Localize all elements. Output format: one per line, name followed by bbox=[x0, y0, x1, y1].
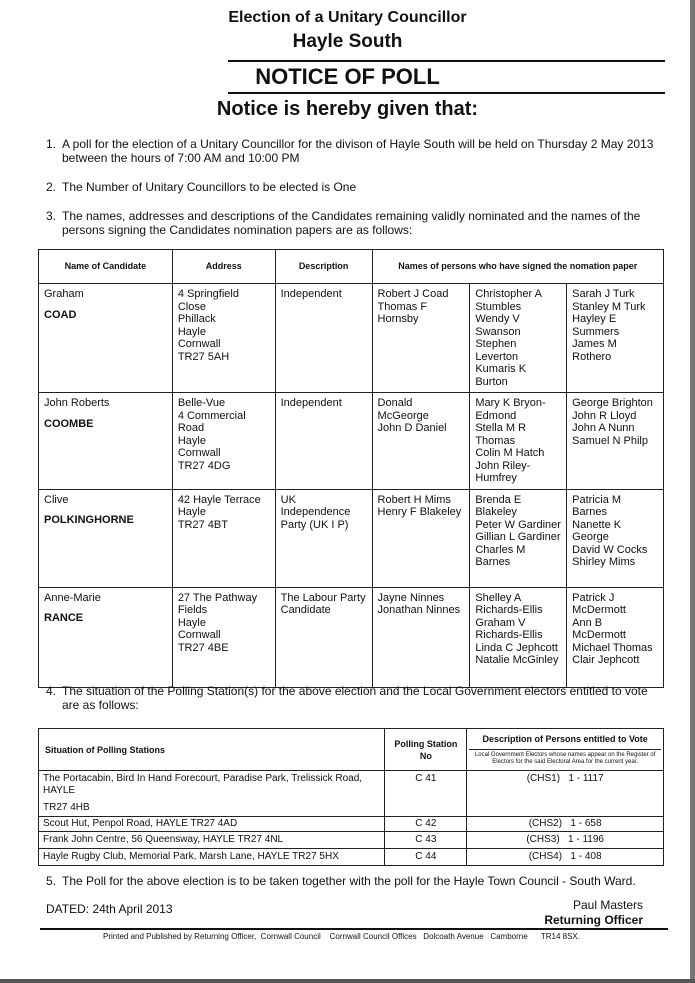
candidate-name: Clive POLKINGHORNE bbox=[39, 489, 173, 587]
header-description: Description bbox=[275, 250, 372, 284]
station-electors: (CHS4) 1 - 408 bbox=[467, 849, 664, 866]
page-edge bbox=[0, 979, 695, 983]
item-4: 4. The situation of the Polling Station(s) for the above election and the Local Government electors entitled to vote are as follows: bbox=[46, 684, 648, 712]
polling-row bbox=[39, 832, 664, 849]
item-2: 2. The Number of Unitary Councillors to be elected is One bbox=[46, 180, 357, 194]
page-edge bbox=[690, 0, 695, 983]
divider bbox=[40, 928, 668, 930]
signers: Robert J Coad Thomas F Hornsby bbox=[372, 284, 470, 393]
notice-title: NOTICE OF POLL bbox=[255, 64, 440, 89]
polling-row bbox=[39, 849, 664, 866]
election-title: Election of a Unitary Councillor bbox=[228, 9, 467, 26]
signers: Sarah J Turk Stanley M Turk Hayley E Summers James M Rothero bbox=[567, 284, 664, 393]
station-number: C 43 bbox=[385, 832, 467, 849]
candidate-name: Anne-Marie RANCE bbox=[39, 587, 173, 687]
station-number: C 42 bbox=[385, 817, 467, 832]
officer-title: Returning Officer bbox=[544, 913, 643, 927]
candidate-row bbox=[39, 587, 664, 687]
item-3: 3. The names, addresses and descriptions of the Candidates remaining validly nominated and the names of the persons signing the Candidates nomination papers are as follows: bbox=[46, 209, 641, 237]
signers: George Brighton John R Lloyd John A Nunn Samuel N Philp bbox=[567, 393, 664, 490]
header-name: Name of Candidate bbox=[39, 250, 173, 284]
header-situation: Situation of Polling Stations bbox=[39, 729, 385, 771]
station-electors: (CHS1) 1 - 1117 bbox=[467, 771, 664, 817]
station-situation: Hayle Rugby Club, Memorial Park, Marsh Lane, HAYLE TR27 5HX bbox=[39, 849, 385, 866]
station-electors: (CHS2) 1 - 658 bbox=[467, 817, 664, 832]
candidate-row bbox=[39, 284, 664, 393]
station-number: C 44 bbox=[385, 849, 467, 866]
signers: Jayne Ninnes Jonathan Ninnes bbox=[372, 587, 470, 687]
item-1: 1. A poll for the election of a Unitary Councillor for the divison of Hayle South will be held on Thursday 2 May 2013 between the hours of 7:00 AM and 10:00 PM bbox=[46, 137, 654, 165]
imprint: Printed and Published by Returning Officer, Cornwall Council Cornwall Council Offices Dolcoath Avenue Camborne TR14 8SX. bbox=[103, 932, 580, 941]
signers: Brenda E Blakeley Peter W Gardiner Gillian L Gardiner Charles M Barnes bbox=[470, 489, 567, 587]
ward-title: Hayle South bbox=[292, 31, 403, 52]
station-situation: Frank John Centre, 56 Queensway, HAYLE TR27 4NL bbox=[39, 832, 385, 849]
candidate-address: 27 The Pathway Fields Hayle Cornwall TR27 4BE bbox=[172, 587, 275, 687]
divider bbox=[228, 60, 665, 62]
header-signers: Names of persons who have signed the nomation paper bbox=[372, 250, 663, 284]
station-electors: (CHS3) 1 - 1196 bbox=[467, 832, 664, 849]
signers: Shelley A Richards-Ellis Graham V Richards-Ellis Linda C Jephcott Natalie McGinley bbox=[470, 587, 567, 687]
candidates-table bbox=[38, 249, 664, 688]
signers: Robert H Mims Henry F Blakeley bbox=[372, 489, 470, 587]
candidate-address: 4 Springfield Close Phillack Hayle Cornwall TR27 5AH bbox=[172, 284, 275, 393]
polling-row bbox=[39, 817, 664, 832]
candidate-description: Independent bbox=[275, 393, 372, 490]
candidate-description: Independent bbox=[275, 284, 372, 393]
station-number: C 41 bbox=[385, 771, 467, 817]
candidate-row bbox=[39, 393, 664, 490]
candidate-address: 42 Hayle Terrace Hayle TR27 4BT bbox=[172, 489, 275, 587]
candidate-description: The Labour Party Candidate bbox=[275, 587, 372, 687]
station-situation: The Portacabin, Bird In Hand Forecourt, Paradise Park, Trelissick Road, HAYLE TR27 4HB bbox=[39, 771, 385, 817]
item-5: 5. The Poll for the above election is to be taken together with the poll for the Hayle Town Council - South Ward. bbox=[46, 874, 636, 888]
polling-row bbox=[39, 771, 664, 817]
header-station-no: Polling Station No bbox=[385, 729, 467, 771]
dated: DATED: 24th April 2013 bbox=[46, 902, 173, 916]
signers: Christopher A Stumbles Wendy V Swanson Stephen Leverton Kumaris K Burton bbox=[470, 284, 567, 393]
candidate-address: Belle-Vue 4 Commercial Road Hayle Cornwall TR27 4DG bbox=[172, 393, 275, 490]
officer-name: Paul Masters bbox=[572, 898, 643, 912]
divider bbox=[228, 92, 665, 94]
header-address: Address bbox=[172, 250, 275, 284]
header-entitled: Description of Persons entitled to Vote Local Government Electors whose names appear on the Register of Electors for the said Electoral Area for the current year. bbox=[467, 729, 664, 771]
signers: Patrick J McDermott Ann B McDermott Michael Thomas Clair Jephcott bbox=[567, 587, 664, 687]
candidate-description: UK Independence Party (UK I P) bbox=[275, 489, 372, 587]
candidate-name: Graham COAD bbox=[39, 284, 173, 393]
signers: Donald McGeorge John D Daniel bbox=[372, 393, 470, 490]
candidate-row bbox=[39, 489, 664, 587]
signers: Mary K Bryon- Edmond Stella M R Thomas Colin M Hatch John Riley- Humfrey bbox=[470, 393, 567, 490]
signers: Patricia M Barnes Nanette K George David W Cocks Shirley Mims bbox=[567, 489, 664, 587]
notice-intro: Notice is hereby given that: bbox=[216, 98, 479, 120]
candidate-name: John Roberts COOMBE bbox=[39, 393, 173, 490]
station-situation: Scout Hut, Penpol Road, HAYLE TR27 4AD bbox=[39, 817, 385, 832]
polling-stations-table bbox=[38, 728, 664, 866]
